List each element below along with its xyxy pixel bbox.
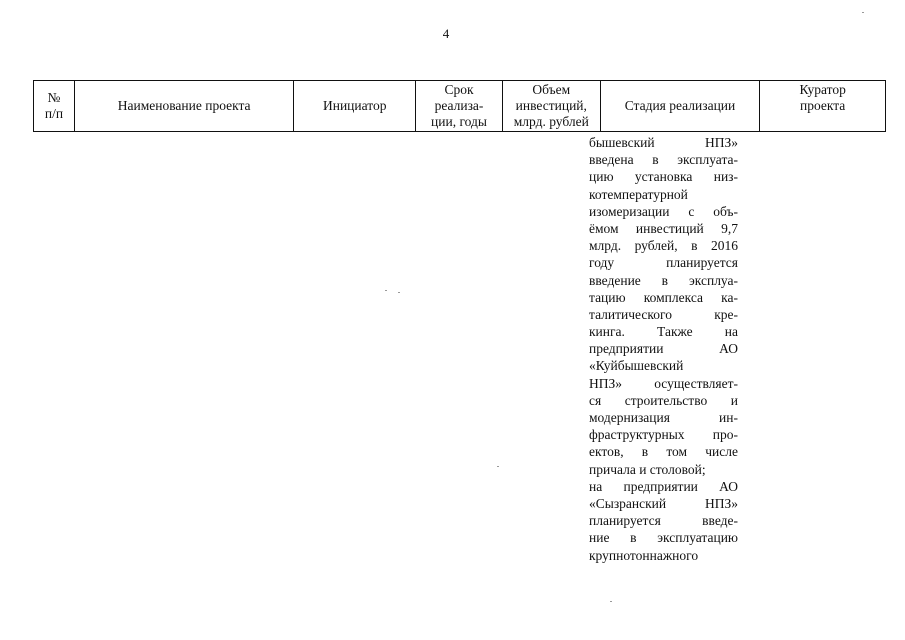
stage-description bbox=[589, 134, 738, 564]
stage-text-line: талитического кре- bbox=[589, 306, 738, 322]
stage-text-line: модернизация ин- bbox=[589, 410, 738, 425]
stage-text-line: бышевский НПЗ» bbox=[589, 135, 738, 150]
stage-text-line: предприятии АО bbox=[589, 341, 738, 357]
header-cell-stage: Стадия реализации bbox=[601, 81, 761, 131]
stage-text-line: «Сызранский НПЗ» bbox=[589, 495, 738, 511]
stage-text-line: «Куйбышевский bbox=[589, 358, 684, 374]
stage-text-line: млрд. рублей, в 2016 bbox=[589, 238, 738, 254]
stage-text-line: ся строительство и bbox=[589, 392, 738, 408]
stage-text-line: котемпературной bbox=[589, 186, 688, 202]
scan-speck bbox=[862, 12, 864, 13]
scan-speck bbox=[398, 292, 400, 293]
scan-speck bbox=[385, 290, 387, 291]
header-cell-initiator: Инициатор bbox=[294, 81, 416, 131]
stage-text-line: ёмом инвестиций 9,7 bbox=[589, 220, 738, 236]
header-cell-term: Срок реализа- ции, годы bbox=[416, 81, 503, 131]
stage-text-line: фраструктурных про- bbox=[589, 427, 738, 443]
header-cell-number: № п/п bbox=[34, 81, 75, 131]
stage-text-line: кинга. Также на bbox=[589, 324, 738, 340]
stage-text-line: цию установка низ- bbox=[589, 169, 738, 185]
stage-text-line: году планируется bbox=[589, 255, 738, 271]
header-cell-project-name: Наименование проекта bbox=[75, 81, 294, 131]
stage-text-line: ние в эксплуатацию bbox=[589, 530, 738, 546]
stage-text-line: планируется введе- bbox=[589, 513, 738, 529]
scan-speck bbox=[610, 601, 612, 602]
stage-text-line: на предприятии АО bbox=[589, 478, 738, 494]
table-header bbox=[33, 80, 886, 132]
header-cell-curator: Куратор проекта bbox=[799, 82, 846, 113]
header-cell-investment: Объем инвестиций, млрд. рублей bbox=[503, 81, 601, 131]
stage-text-line: тацию комплекса ка- bbox=[589, 289, 738, 305]
stage-text-line: введена в эксплуата- bbox=[589, 152, 738, 168]
stage-text-line: изомеризации с объ- bbox=[589, 203, 738, 219]
stage-text-line: введение в эксплуа- bbox=[589, 272, 738, 288]
stage-text-line: НПЗ» осуществляет- bbox=[589, 375, 738, 391]
stage-text-line: крупнотоннажного bbox=[589, 547, 699, 563]
stage-text-line: ектов, в том числе bbox=[589, 444, 738, 460]
stage-text-line: причала и столовой; bbox=[589, 461, 706, 477]
page-number: 4 bbox=[442, 26, 450, 41]
scan-speck bbox=[497, 466, 499, 467]
